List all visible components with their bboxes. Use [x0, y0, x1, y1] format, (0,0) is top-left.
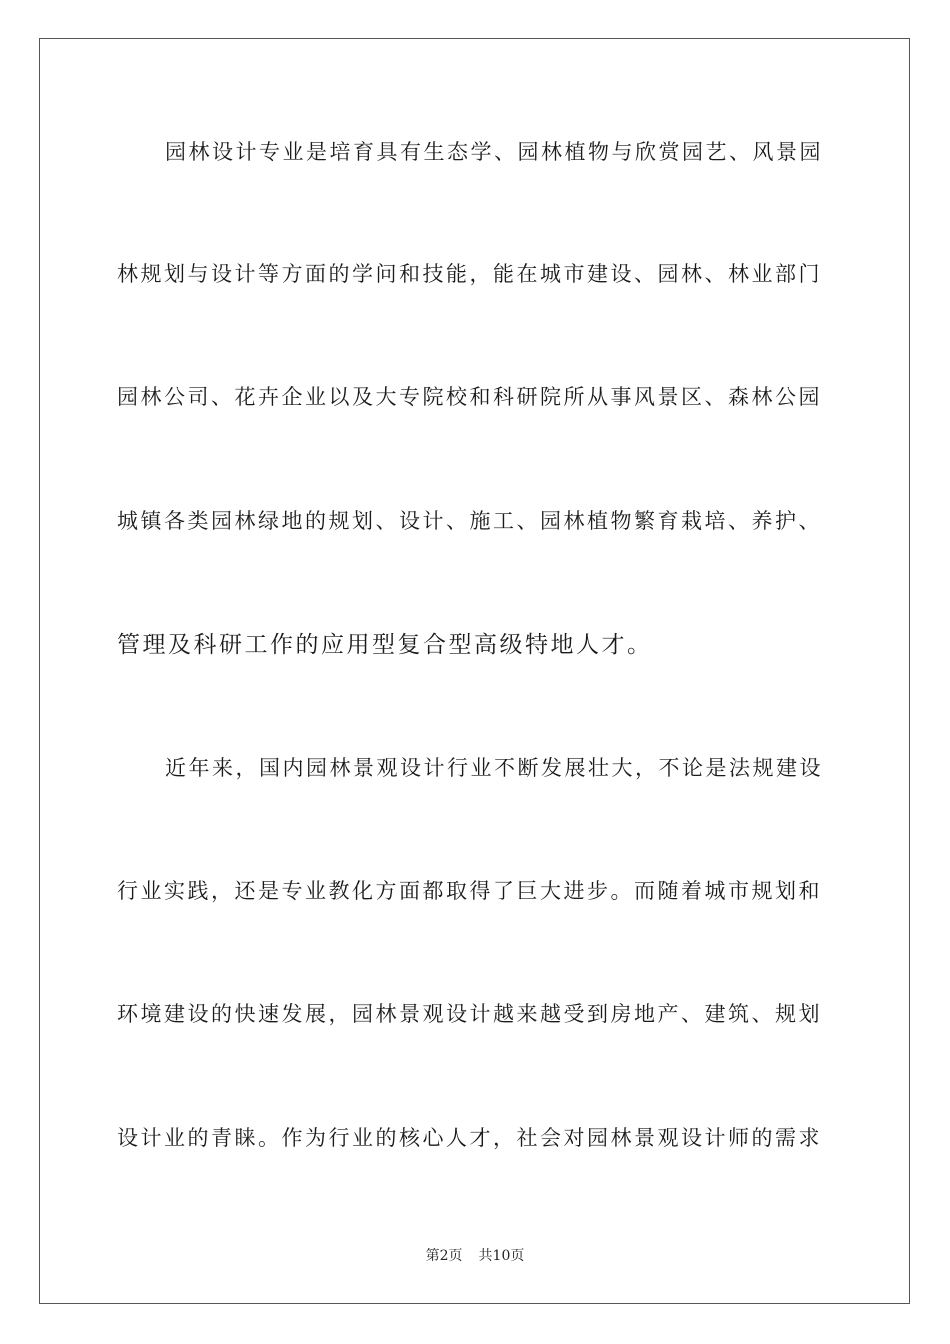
text-line: 设计业的青睐。作为行业的核心人才，社会对园林景观设计师的需求	[117, 1126, 822, 1150]
text-line: 林规划与设计等方面的学问和技能，能在城市建设、园林、林业部门	[117, 262, 822, 286]
page-number: 第2页	[425, 1248, 463, 1264]
page-total: 共10页	[478, 1248, 525, 1264]
text-line: 环境建设的快速发展，园林景观设计越来越受到房地产、建筑、规划	[117, 1002, 822, 1026]
text-line: 行业实践，还是专业教化方面都取得了巨大进步。而随着城市规划和	[117, 879, 822, 903]
text-line: 近年来，国内园林景观设计行业不断发展壮大，不论是法规建设	[165, 756, 823, 780]
page-border	[39, 38, 910, 1304]
page-footer	[0, 1246, 950, 1266]
text-line: 管理及科研工作的应用型复合型高级特地人才。	[117, 632, 653, 658]
text-line: 园林设计专业是培育具有生态学、园林植物与欣赏园艺、风景园	[165, 140, 823, 164]
text-line: 园林公司、花卉企业以及大专院校和科研院所从事风景区、森林公园	[117, 385, 822, 409]
text-line: 城镇各类园林绿地的规划、设计、施工、园林植物繁育栽培、养护、	[117, 509, 822, 533]
